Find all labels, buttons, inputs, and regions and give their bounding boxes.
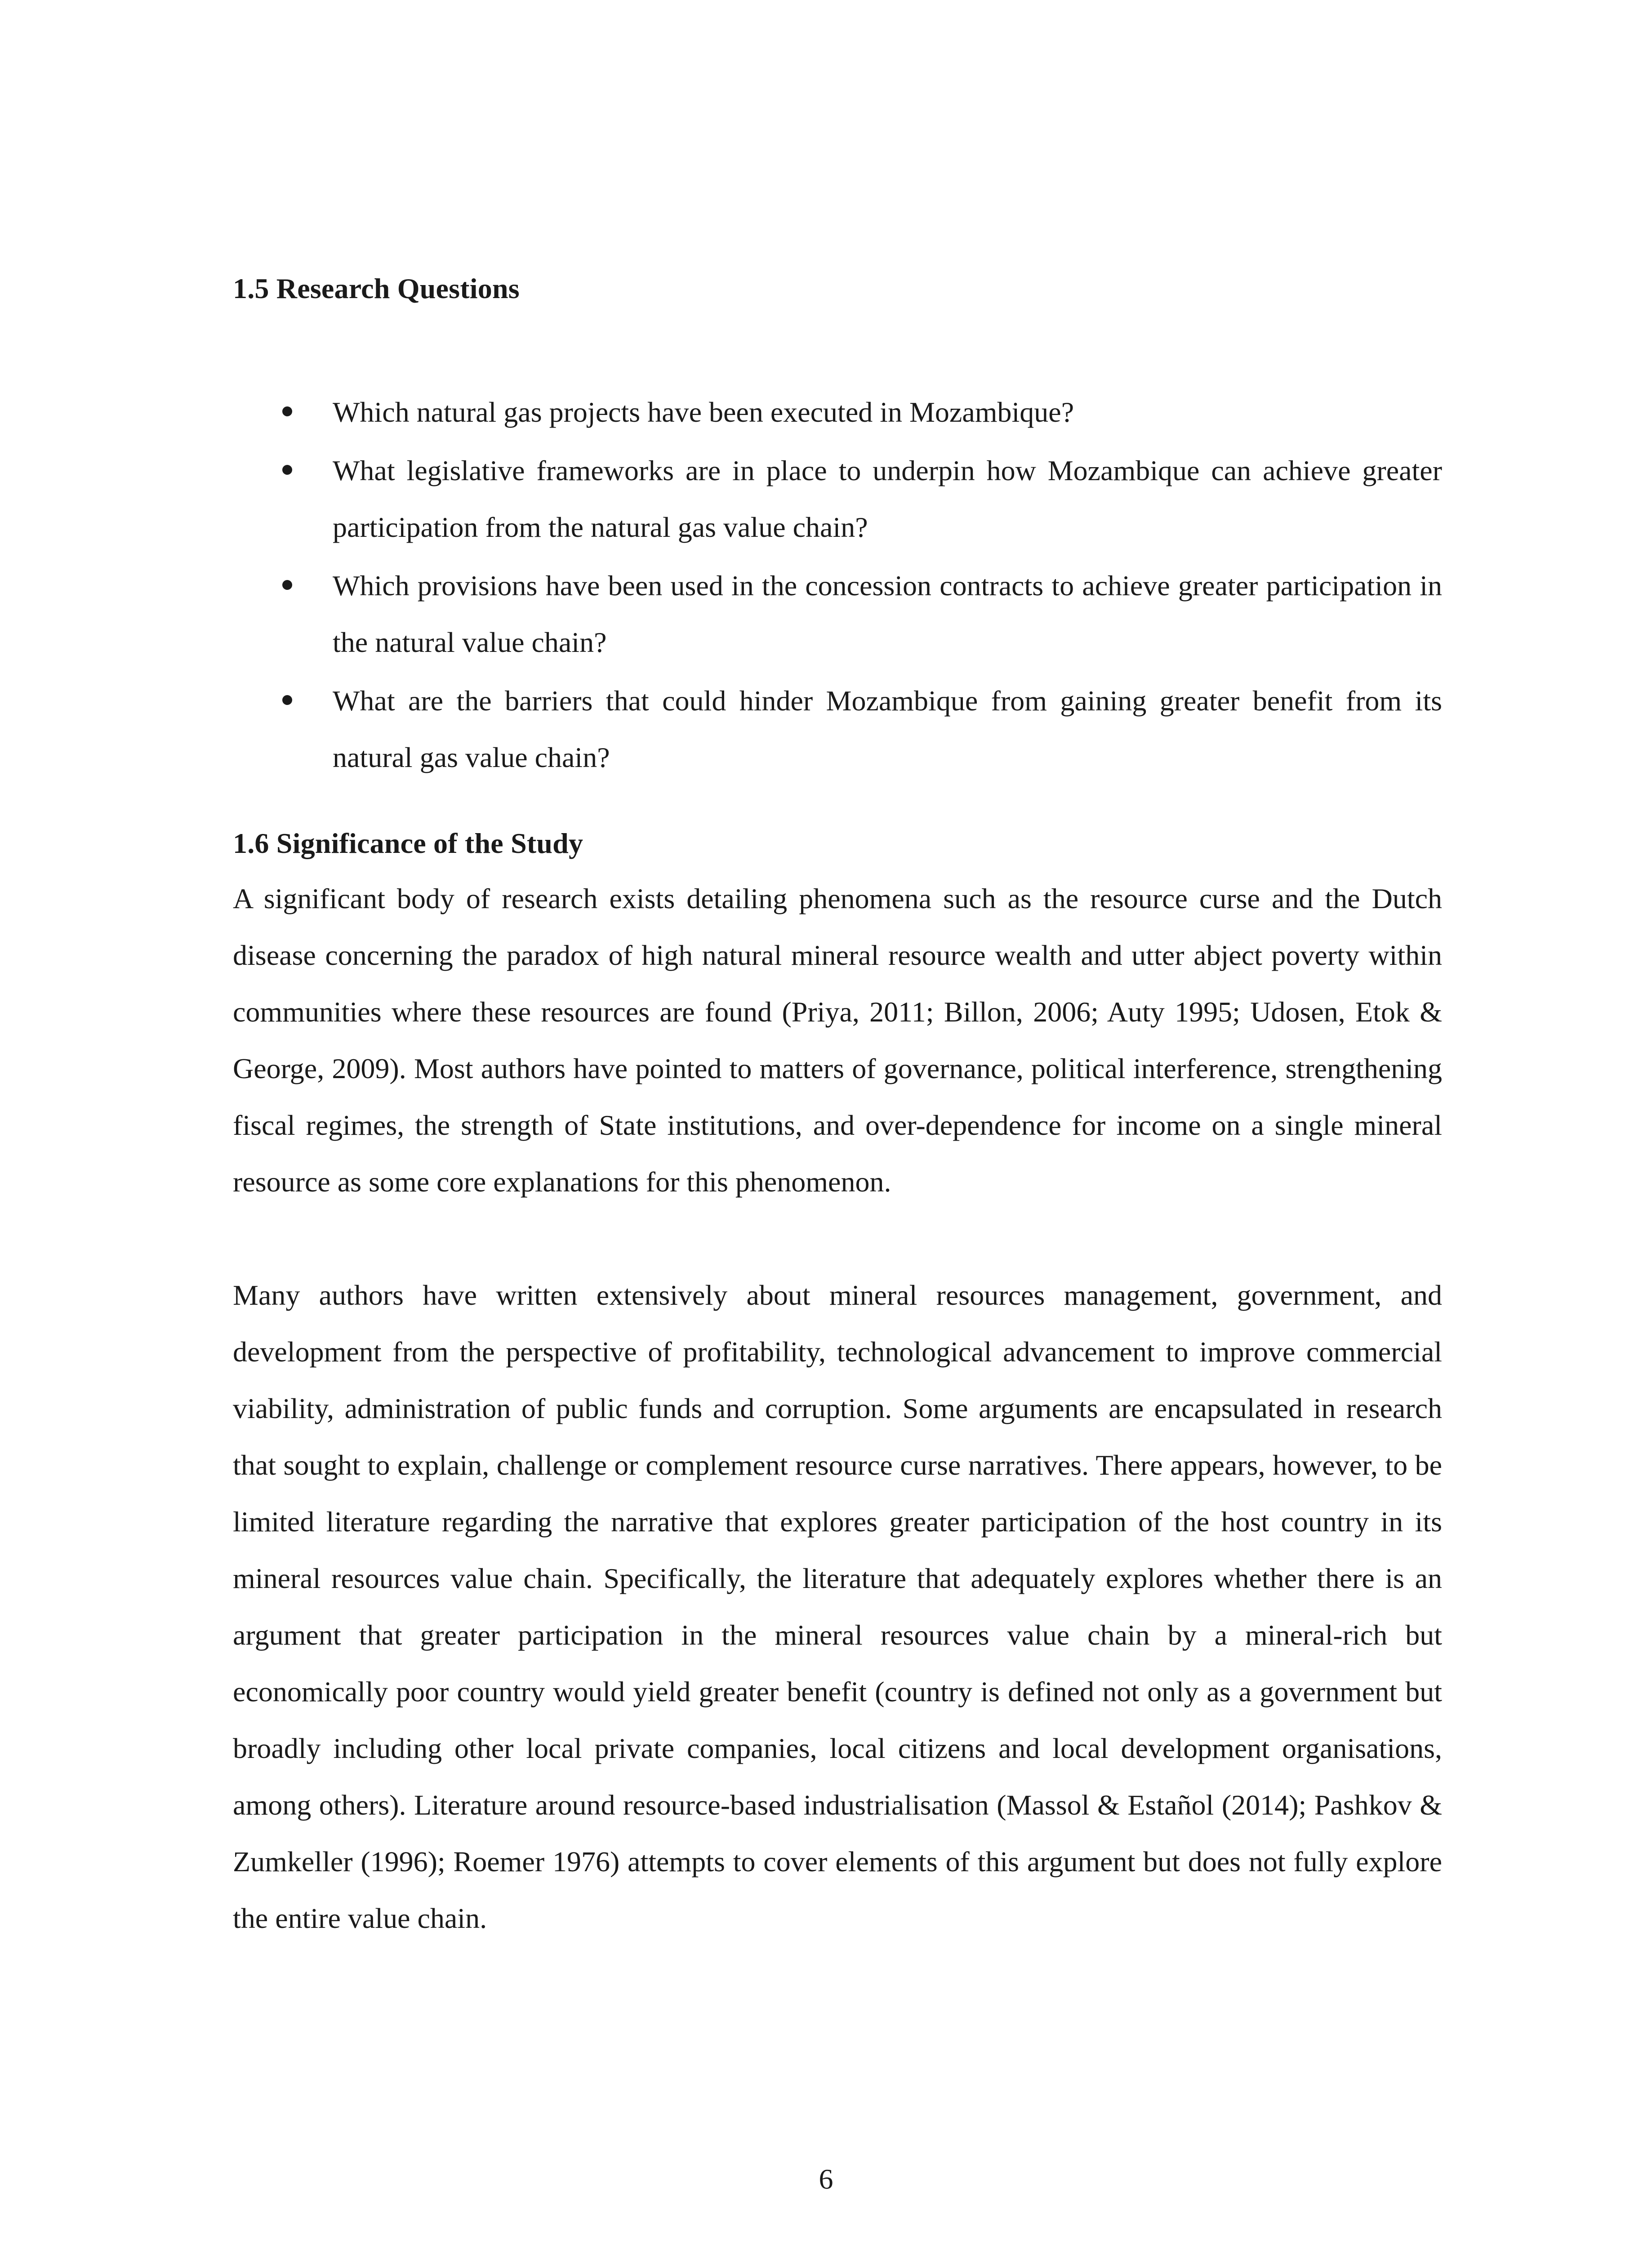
- list-item: [233, 384, 1442, 441]
- page-content: [233, 270, 1442, 1947]
- list-item-text: Which natural gas projects have been executed in Mozambique?: [333, 396, 1074, 428]
- body-paragraph: Many authors have written extensively about mineral resources management, government, and development from the perspective of profitability, technological advancement to improve commercial viability, administration of public funds and corruption. Some arguments are encapsulated in research that sought to explain, challenge or complement resource curse narratives. There appears, however, to be limited literature regarding the narrative that explores greater participation of the host country in its mineral resources value chain. Specifically, the literature that adequately explores whether there is an argument that greater participation in the mineral resources value chain by a mineral-rich but economically poor country would yield greater benefit (country is defined not only as a government but broadly including other local private companies, local citizens and local development organisations, among others). Literature around resource-based industrialisation (Massol & Estañol (2014); Pashkov & Zumkeller (1996); Roemer 1976) attempts to cover elements of this argument but does not fully explore the entire value chain.: [233, 1279, 1442, 1934]
- bullet-icon: [282, 580, 292, 590]
- page-number: 6: [819, 2163, 833, 2195]
- bullet-icon: [282, 406, 292, 416]
- list-item-text: What legislative frameworks are in place to underpin how Mozambique can achieve greater participation from the natural gas value chain?: [333, 455, 1442, 543]
- list-item-text: What are the barriers that could hinder Mozambique from gaining greater benefit from its natural gas value chain?: [333, 685, 1442, 773]
- bullet-icon: [282, 695, 292, 705]
- list-item-text: Which provisions have been used in the concession contracts to achieve greater participation in the natural value chain?: [333, 570, 1442, 658]
- research-questions-heading: 1.5 Research Questions: [233, 272, 520, 304]
- list-item: [233, 673, 1442, 786]
- list-item: [233, 558, 1442, 671]
- significance-heading: 1.6 Significance of the Study: [233, 827, 583, 859]
- body-paragraph: A significant body of research exists detailing phenomena such as the resource curse and the Dutch disease concerning the paradox of high natural mineral resource wealth and utter abject poverty within communities where these resources are found (Priya, 2011; Billon, 2006; Auty 1995; Udosen, Etok & George, 2009). Most authors have pointed to matters of governance, political interference, strengthening fiscal regimes, the strength of State institutions, and over-dependence for income on a single mineral resource as some core explanations for this phenomenon.: [233, 883, 1442, 1198]
- bullet-icon: [282, 465, 292, 475]
- research-questions-list: [233, 384, 1442, 786]
- list-item: [233, 442, 1442, 556]
